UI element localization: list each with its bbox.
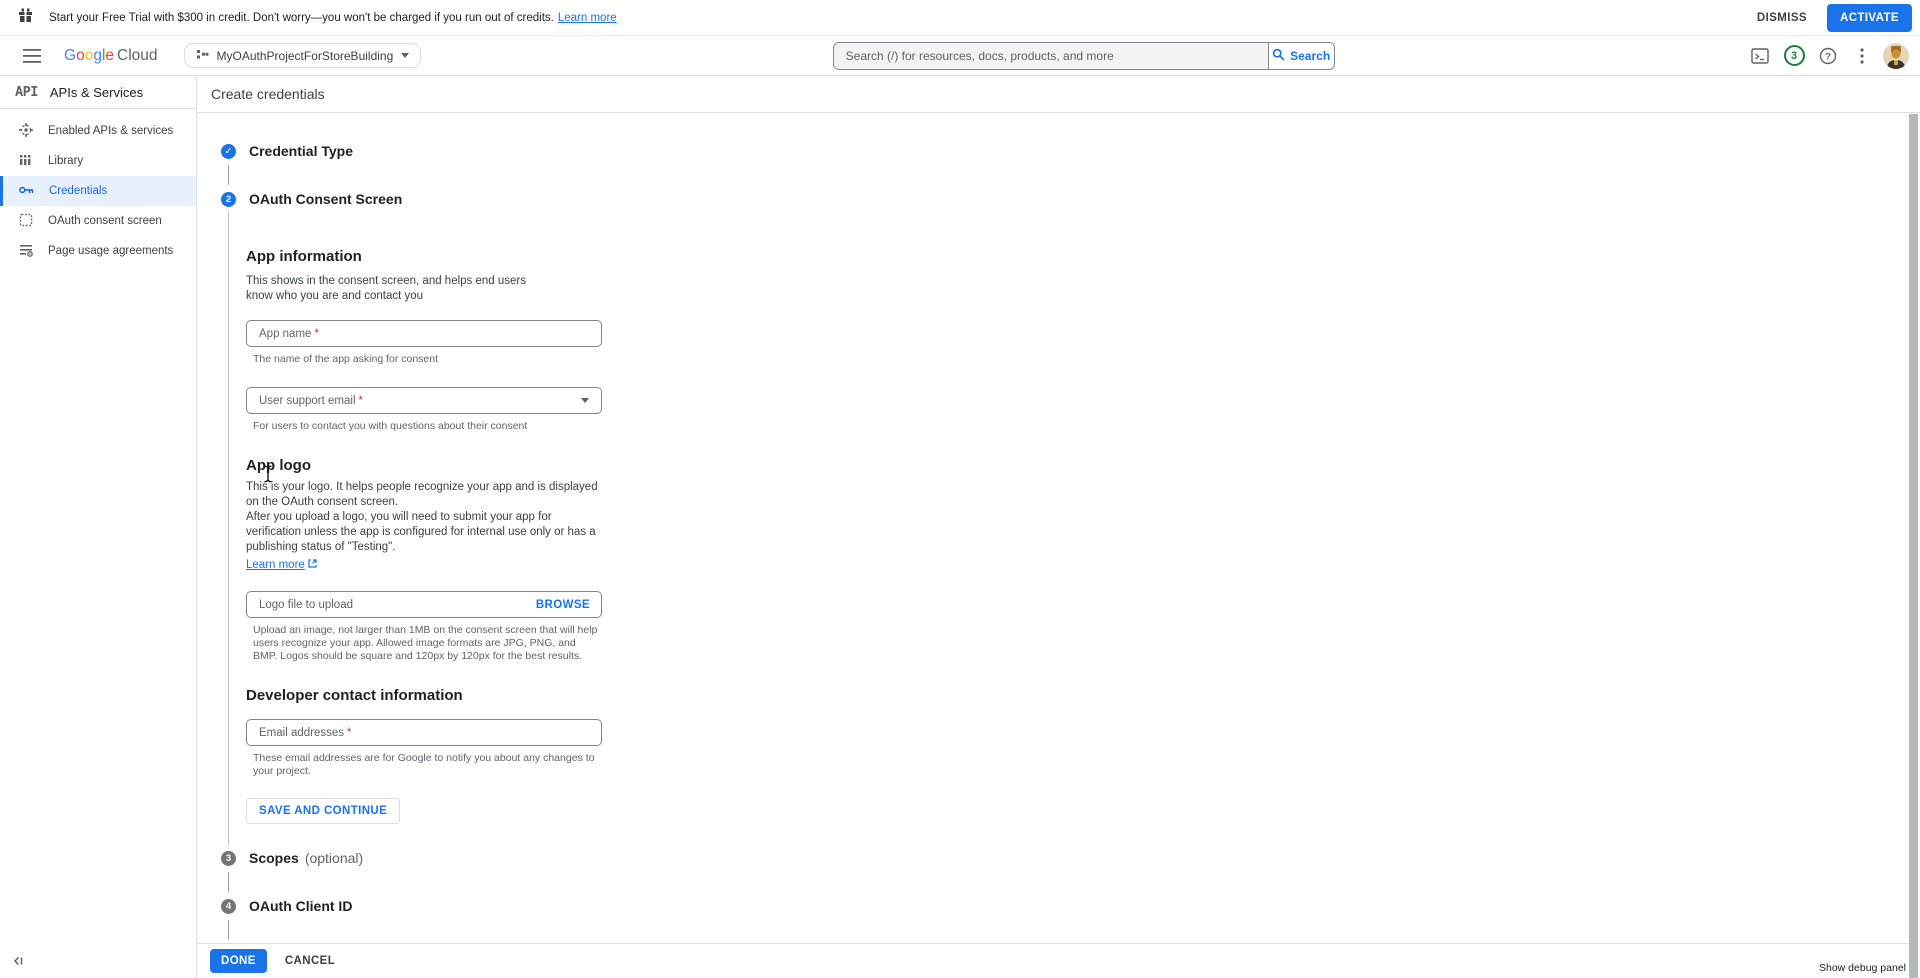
banner-message: Start your Free Trial with $300 in credit. Don't worry—you won't be charged if you run out of credits.	[49, 11, 554, 24]
field-label: User support email	[259, 394, 356, 407]
main-layout	[0, 76, 1920, 978]
notification-count: 3	[1784, 45, 1805, 66]
learn-more-label: Learn more	[246, 559, 305, 571]
library-icon	[19, 153, 33, 170]
step-number-badge: 4	[221, 899, 236, 914]
user-support-email-helper: For users to contact you with questions about their consent	[253, 420, 528, 432]
app-name-field[interactable]	[246, 320, 602, 347]
agreements-icon	[19, 243, 33, 260]
search-button[interactable]	[1268, 43, 1334, 69]
field-label: App name	[259, 327, 312, 340]
project-selector[interactable]	[184, 43, 422, 68]
step-label: Scopes	[249, 850, 299, 866]
step-label: OAuth Consent Screen	[249, 191, 403, 207]
wizard-footer	[197, 943, 1920, 978]
chevron-down-icon	[581, 398, 589, 403]
app-name-helper: The name of the app asking for consent	[253, 353, 439, 365]
project-name: MyOAuthProjectForStoreBuilding	[216, 48, 394, 63]
collapse-sidebar-icon[interactable]	[12, 955, 24, 970]
search-button-label: Search	[1290, 48, 1331, 63]
project-icon	[196, 48, 209, 64]
step-optional-suffix: (optional)	[304, 850, 364, 866]
step-scopes[interactable]	[221, 850, 1908, 866]
avatar[interactable]	[1882, 42, 1910, 70]
cancel-button[interactable]: CANCEL	[284, 955, 336, 967]
sidebar-item-page-usage-agreements[interactable]	[0, 236, 196, 266]
sidebar-title: APIs & Services	[49, 84, 144, 100]
brand-letter: o	[84, 46, 94, 64]
cloud-shell-icon[interactable]	[1746, 42, 1774, 70]
key-icon	[19, 185, 34, 198]
app-information-heading: App information	[246, 248, 362, 265]
top-navigation-bar	[0, 36, 1920, 76]
kebab-menu-icon[interactable]	[1848, 42, 1876, 70]
email-addresses-helper: These email addresses are for Google to notify you about any changes to your project.	[253, 752, 595, 777]
sidebar-item-label: Library	[48, 155, 84, 167]
brand-letter: e	[105, 46, 115, 64]
external-link-icon	[308, 559, 317, 571]
step-connector	[228, 920, 229, 940]
sidebar	[0, 76, 197, 978]
sidebar-item-label: Credentials	[49, 185, 108, 197]
help-icon[interactable]	[1814, 42, 1842, 70]
step-number-badge: 3	[221, 851, 236, 866]
content-body	[197, 113, 1908, 943]
chevron-down-icon	[401, 53, 409, 58]
consent-icon	[19, 213, 33, 230]
brand-letter: l	[101, 46, 106, 64]
compass-icon	[19, 123, 33, 140]
global-search	[833, 42, 1335, 70]
page-title: Create credentials	[211, 86, 325, 102]
brand-suffix: Cloud	[117, 46, 158, 64]
brand-letter: g	[93, 46, 102, 64]
step-complete-check-icon: ✓	[221, 144, 236, 159]
sidebar-item-credentials[interactable]	[0, 176, 196, 206]
nav-actions	[1746, 42, 1910, 70]
sidebar-item-enabled-apis[interactable]	[0, 116, 196, 146]
notifications-badge[interactable]	[1780, 42, 1808, 70]
required-marker: *	[358, 394, 363, 407]
dismiss-button[interactable]: DISMISS	[1756, 11, 1807, 24]
oauth-consent-form	[228, 211, 1908, 845]
done-button[interactable]: DONE	[210, 949, 267, 973]
search-input[interactable]	[834, 43, 1268, 69]
content-header	[197, 76, 1920, 113]
app-logo-description-1: This is your logo. It helps people recognize your app and is displayed on the OAuth consent screen.	[246, 481, 598, 508]
sidebar-nav	[0, 109, 196, 266]
sidebar-item-label: Page usage agreements	[48, 245, 174, 257]
field-label: Logo file to upload	[259, 598, 353, 611]
banner-learn-more-link[interactable]: Learn more	[557, 11, 617, 24]
step-label: OAuth Client ID	[249, 898, 353, 914]
required-marker: *	[347, 726, 352, 739]
browse-button[interactable]: BROWSE	[535, 598, 590, 611]
step-credential-type[interactable]	[221, 143, 1908, 159]
activate-button[interactable]: ACTIVATE	[1827, 4, 1912, 32]
developer-contact-heading: Developer contact information	[246, 687, 463, 704]
search-icon	[1272, 48, 1285, 64]
sidebar-item-label: OAuth consent screen	[48, 215, 162, 227]
step-oauth-client-id[interactable]	[221, 898, 1908, 914]
learn-more-link[interactable]	[246, 559, 317, 571]
app-logo-description-2: After you upload a logo, you will need to submit your app for verification unless the app is configured for internal use only or has a publishing status of "Testing".	[246, 511, 596, 553]
required-marker: *	[314, 327, 319, 340]
step-label: Credential Type	[249, 143, 353, 159]
show-debug-panel-link[interactable]: Show debug panel	[1819, 962, 1906, 974]
google-cloud-logo[interactable]	[64, 47, 158, 65]
step-number-badge: 2	[221, 192, 236, 207]
credentials-wizard	[197, 113, 1908, 943]
api-product-icon: API	[15, 84, 38, 100]
hamburger-menu-icon[interactable]	[18, 42, 46, 70]
save-and-continue-button[interactable]: SAVE AND CONTINUE	[246, 798, 400, 824]
step-connector	[228, 165, 229, 185]
field-label: Email addresses	[259, 726, 345, 739]
app-information-description: This shows in the consent screen, and helps end users know who you are and contact you	[246, 275, 526, 302]
brand-letter: o	[76, 46, 85, 64]
scrollbar-thumb[interactable]	[1909, 114, 1918, 978]
logo-upload-field[interactable]	[246, 591, 602, 618]
content-area	[197, 76, 1920, 978]
logo-upload-helper: Upload an image, not larger than 1MB on the consent screen that will help users recognize your app. Allowed image formats are JPG, PNG, and BMP. Logos should be square and 120px by 120px for the best results.	[253, 624, 598, 662]
sidebar-item-label: Enabled APIs & services	[48, 125, 174, 137]
app-logo-heading: App logo	[246, 457, 311, 474]
text-cursor	[263, 465, 273, 488]
sidebar-header	[0, 76, 196, 109]
email-addresses-field[interactable]	[246, 719, 602, 746]
sidebar-item-oauth-consent[interactable]	[0, 206, 196, 236]
vertical-scrollbar[interactable]	[1908, 114, 1920, 978]
sidebar-item-library[interactable]	[0, 146, 196, 176]
step-connector	[228, 872, 229, 892]
svg-text:?: ?	[1825, 50, 1831, 62]
free-trial-banner	[0, 0, 1920, 36]
brand-letter: G	[64, 46, 77, 64]
avatar-image	[1883, 43, 1909, 69]
gift-icon	[17, 7, 34, 29]
user-support-email-select[interactable]	[246, 387, 602, 414]
step-oauth-consent-screen[interactable]	[221, 191, 1908, 207]
